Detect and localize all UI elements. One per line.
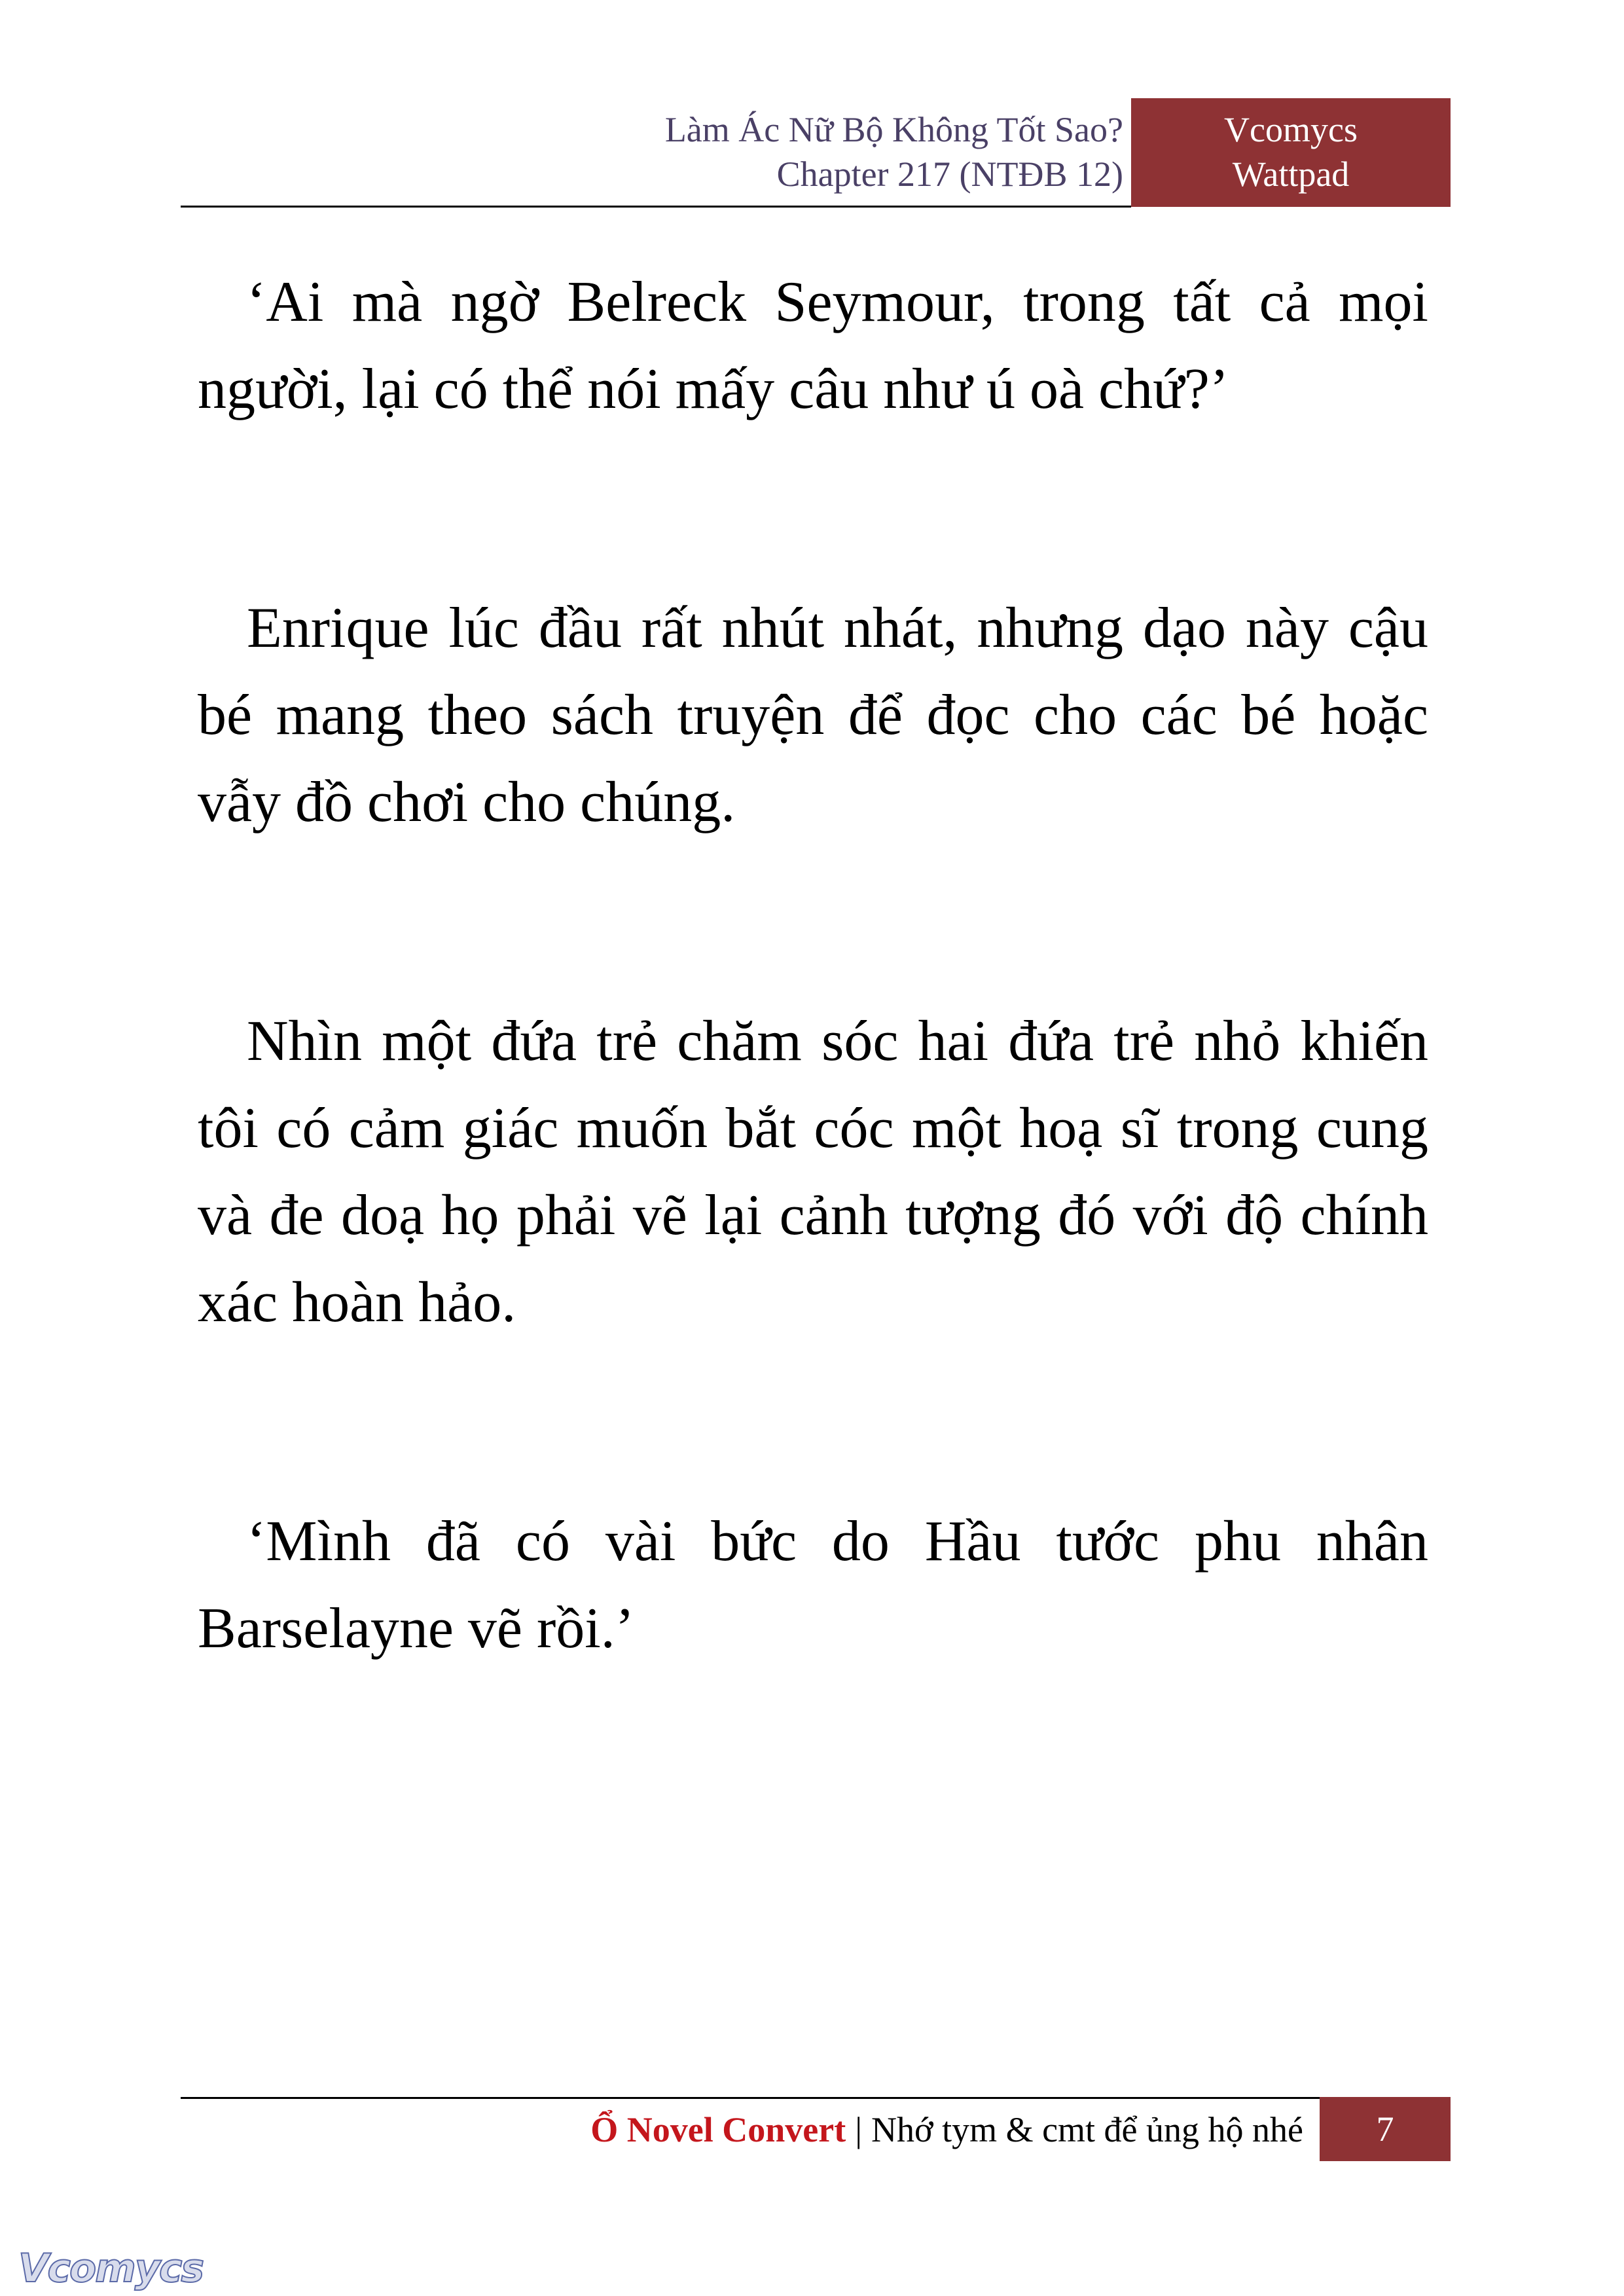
paragraph: Enrique lúc đầu rất nhút nhát, nhưng dạo này cậu bé mang theo sách truyện để đọc cho các bé hoặc vẫy đồ chơi cho chúng. [198,596,1428,834]
page-number: 7 [1320,2097,1451,2161]
paragraph: Nhìn một đứa trẻ chăm sóc hai đứa trẻ nhỏ khiến tôi có cảm giác muốn bắt cóc một hoạ sĩ trong cung và đe doạ họ phải vẽ lại cảnh tượng đó với độ chính xác hoàn hảo. [198,1010,1428,1334]
footer-note [590,2107,1303,2153]
header-titles [665,107,1123,196]
source-line-1: Vcomycs [1224,110,1358,149]
footer-divider [181,2097,1320,2099]
paragraph: ‘Mình đã có vài bức do Hầu tước phu nhân Barselayne vẽ rồi.’ [198,1510,1428,1660]
header-source-box [1131,98,1451,207]
footer-message: Nhớ tym & cmt để ủng hộ nhé [871,2110,1303,2149]
source-line-2: Wattpad [1232,155,1350,194]
header-divider [181,206,1131,208]
chapter-label: Chapter 217 (NTĐB 12) [776,155,1123,194]
book-title: Làm Ác Nữ Bộ Không Tốt Sao? [664,110,1123,149]
page-header [181,98,1451,207]
page-content [198,259,1428,1672]
footer-separator: | [855,2110,863,2149]
footer-brand: Ổ Novel Convert [590,2110,846,2149]
vcomycs-logo-watermark: Vcomycs [18,2246,204,2291]
paragraph: ‘Ai mà ngờ Belreck Seymour, trong tất cả mọi người, lại có thể nói mấy câu như ú oà chứ?’ [198,270,1428,421]
